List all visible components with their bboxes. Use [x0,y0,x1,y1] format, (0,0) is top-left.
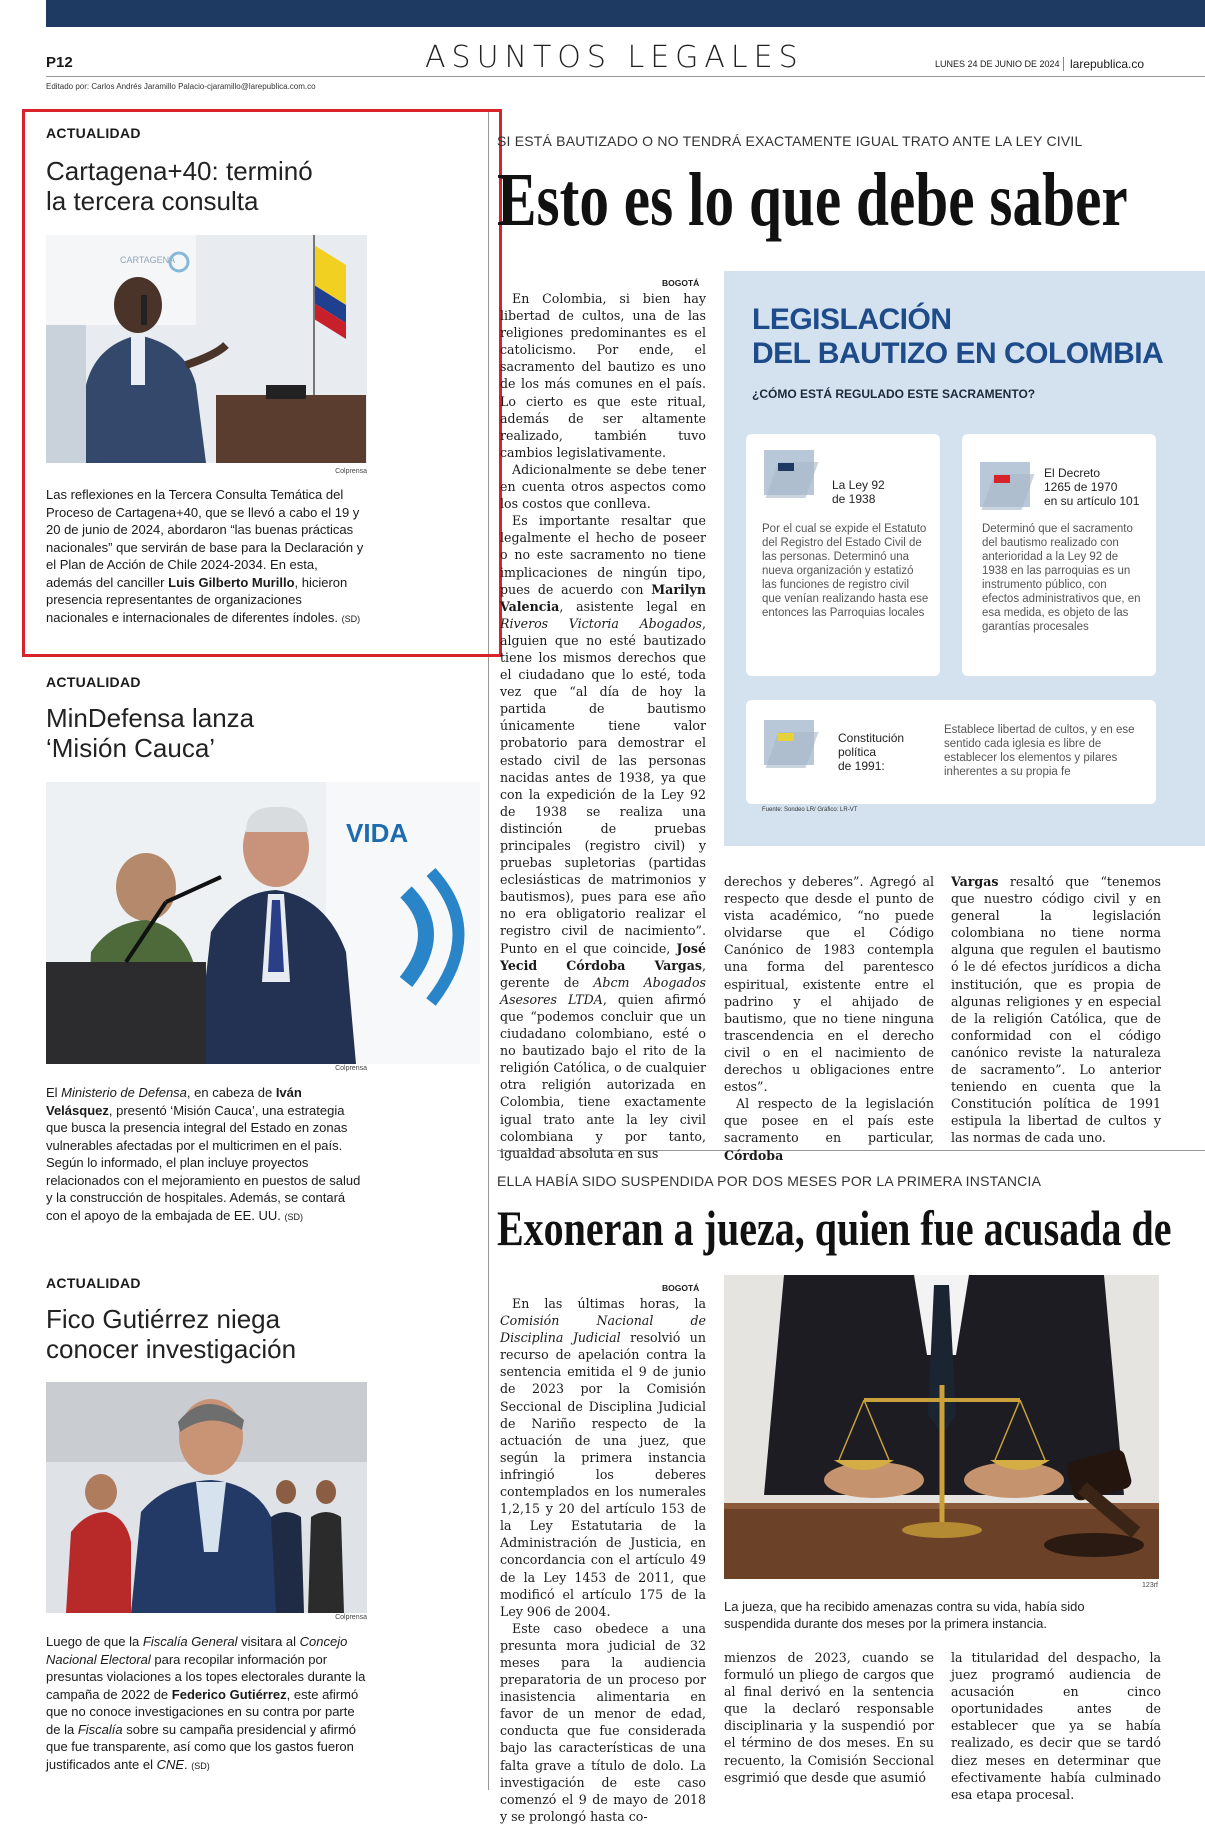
brief-kicker: ACTUALIDAD [46,125,141,141]
site-link[interactable]: larepublica.co [1063,57,1144,71]
photo-credit: Colprensa [335,468,367,475]
info-card-text: Establece libertad de cultos, y en ese sentido cada iglesia es libre de establecer los elementos y pilares inherentes a su propia fe [944,724,1135,778]
document-icon [764,720,814,765]
svg-text:CARTAGENA: CARTAGENA [120,255,176,265]
header-divider [46,76,1205,77]
brief-body: Luego de que la Fiscalía General visitara al Concejo Nacional Electoral para recopilar información por presuntas violaciones a los topes electorales durante la campaña de 2022 de Federico Gutiérrez, este afirmó que no conoce investigaciones en su contra por parte de la Fiscalía sobre su campaña presidencial y afirmó que fue transparente, así como que los gastos fueron justificados ante el CNE. (SD) [46,1634,366,1772]
info-card-text: Determinó que el sacramento del bautismo realizado con anterioridad a la Ley 92 de 1938 en las parroquias es un instrumento público, con efectos administrativos que, en esa medida, es objeto de las garantías procesales [982,523,1141,633]
photo-minister-speaking [46,235,367,463]
infographic-subtitle: ¿CÓMO ESTÁ REGULADO ESTE SACRAMENTO? [752,387,1036,401]
top-color-bar [46,0,1205,27]
photo-justice-illustration [724,1275,1159,1579]
photo-minister-illustration [46,235,367,463]
photo-scales-of-justice [724,1275,1159,1579]
photo-credit: Colprensa [335,1614,367,1621]
photo-credit: 123rf [1142,1582,1158,1589]
brief-kicker: ACTUALIDAD [46,1275,141,1291]
issue-date: LUNES 24 DE JUNIO DE 2024 [935,59,1060,69]
page-number: P12 [46,54,73,71]
main-column-2: derechos y deberes”. Agregó al respecto que desde el punto de vista académico, “no puede olvidarse que el Código Canónico de 1983 contempla una forma del parentesco espiritual, existente entre el padrino y el ahijado de bautismo, que no tiene ninguna trascendencia en el derecho civil o en el nacimiento de derechos u obligaciones entre estos”. Al respecto de la legislación que posee en el país este sacramento en particular, Córdoba [724,874,934,1163]
document-icon [980,462,1030,507]
second-column-2: mienzos de 2023, cuando se formuló un pliego de cargos que al final derivó en la sentencia que la declaró responsable disciplinaria y la suspendió por el término de dos meses. En su recuento, la Comisión Seccional esgrimió que desde que asumió [724,1650,934,1785]
main-dateline: BOGOTÁ [662,278,700,288]
brief-title: Fico Gutiérrez niega conocer investigación [46,1304,297,1364]
second-column-1: En las últimas horas, la Comisión Nacional de Disciplina Judicial resolvió un recurso de apelación contra la sentencia emitida el 9 de junio de 2023 por la Comisión Seccional de Disciplina Judicial de Nariño respecto de la actuación de una juez, que según la primera instancia infringió los deberes contemplados en los numerales 1,2,15 y 20 del artículo 153 de la Ley Estatutaria de la Administración de Justicia, en concordancia con el artículo 49 de la Ley 1453 de 2011, que modificó el artículo 175 de la Ley 906 de 2004. Este caso obedece a una presunta mora judicial de 32 meses para la audiencia preparatoria de un proceso por inasistencia alimentaria en favor de un menor de edad, conducta que fue considerada bajo las características de una falta grave a título de dolo. La investigación de este caso comenzó el 9 de mayo de 2018 y se prolongó hasta co- [500,1296,706,1824]
main-column-1: En Colombia, si bien hay libertad de cultos, una de las religiones predominantes es el catolicismo. Por ende, el sacramento del bautizo es uno de los más comunes en el país. Lo cierto es que este ritual, además de ser altamente realizado, también tuvo cambios legislativamente. Adicionalmente se debe tener en cuenta otros aspectos como los costos que conlleva. Es importante resaltar que legalmente el hecho de poseer o no este sacramento no tiene implicaciones de ningún tipo, pues de acuerdo con Marilyn Valencia, asistente legal en Riveros Victoria Abogados, alguien que no esté bautizado tiene los mismos derechos que el ciudadano que lo esté, toda vez que “al día de hoy la partida de bautismo únicamente tiene valor probatorio para demostrar el estado civil de las personas nacidas antes de 1938, ya que con la expedición de la Ley 92 de 1938 se realiza una distinción de pruebas principales (registro civil) y pruebas supletorias (partidas eclesiásticas de matrimonios y bautismos), pues para ese año no era obligatorio realizar el registro civil de nacimiento”. Punto en el que coincide, José Yecid Córdoba Vargas, gerente de Abcm Abogados Asesores LTDA, quien afirmó que “podemos concluir que un ciudadano colombiano, esté o no bautizado bajo el rito de la religión Católica, o de cualquier otra religión autorizada en Colombia, tiene exactamente igual trato ante la ley civil colombiana y por tanto, igualdad absoluta en sus [500,291,706,1161]
editor-credit: Editado por: Carlos Andrés Jaramillo Palacio-cjaramillo@larepublica.com.co [46,82,316,91]
section-title: ASUNTOS LEGALES [425,40,804,75]
main-headline: Esto es lo que debe saber [497,158,1128,242]
photo-caption: La jueza, que ha recibido amenazas contra su vida, había sido suspendida durante dos meses por la primera instancia. [724,1599,1085,1631]
main-column-3: Vargas resaltó que “tenemos que nuestro código civil y en general la legislación colombiana no tiene norma alguna que regulen el bautismo ó le dé efectos jurídicos a dicha institución, que es propia de algunas religiones y en especial de la religión Católica, que de conformidad con el código canónico reviste la naturaleza de sacramento”. Lo anterior teniendo en cuenta que la Constitución política de 1991 estipula la libertad de cultos y las normas de cada uno. [951,874,1161,1146]
second-column-3: la titularidad del despacho, la juez programó audiencia de acusación en cinco oportunidades antes de establecer que ya se había realizado, es decir que se tardó diez meses en determinar que efectivamente había culminado esa etapa procesal. [951,1650,1161,1802]
photo-fico-illustration [46,1382,367,1613]
info-card-text: Por el cual se expide el Estatuto del Registro del Estado Civil de las personas. Determinó una nueva organización y estatizó las funciones de registro civil que venían realizando hasta ese entonces las Parroquias locales [762,523,929,619]
photo-mindefensa-illustration [46,782,480,1064]
infographic-title: LEGISLACIÓN DEL BAUTIZO EN COLOMBIA [752,303,1164,370]
brief-body: El Ministerio de Defensa, en cabeza de Iván Velásquez, presentó ‘Misión Cauca’, una estrategia que busca la presencia integral del Estado en zonas vulnerables afectadas por el multicrimen en el país. Según lo informado, el plan incluye proyectos relacionados con el mejoramiento en puestos de salud y la construcción de hospitales. Además, se contará con el apoyo de la embajada de EE. UU. (SD) [46,1085,361,1223]
svg-text:VIDA: VIDA [346,818,409,848]
info-card-label: Constitución política de 1991: [838,731,905,773]
second-dateline: BOGOTÁ [662,1283,700,1293]
info-card-label: La Ley 92 de 1938 [832,478,885,506]
brief-body: Las reflexiones en la Tercera Consulta Temática del Proceso de Cartagena+40, que se llevó a cabo el 19 y 20 de junio de 2024, abordaron “las buenas prácticas nacionales” que servirán de base para la Declaración y el Plan de Acción de Chile 2024-2034. En esta, además del canciller Luis Gilberto Murillo, hicieron presencia representantes de organizaciones nacionales e internacionales de diferentes índoles. (SD) [46,487,364,625]
second-headline: Exoneran a jueza, quien fue acusada de [497,1200,1172,1256]
photo-fico-gutierrez [46,1382,367,1613]
document-icon [764,450,814,495]
info-card-label: El Decreto 1265 de 1970 en su artículo 101 [1044,466,1140,508]
photo-mindefensa [46,782,480,1064]
infographic-source: Fuente: Sondeo LR/ Gráfico: LR-VT [762,807,858,813]
brief-kicker: ACTUALIDAD [46,674,141,690]
brief-title: Cartagena+40: terminó la tercera consulta [46,156,313,216]
second-supertitle: ELLA HABÍA SIDO SUSPENDIDA POR DOS MESES POR LA PRIMERA INSTANCIA [497,1173,1042,1189]
brief-title: MinDefensa lanza ‘Misión Cauca’ [46,703,255,763]
photo-credit: Colprensa [335,1065,367,1072]
main-supertitle: SI ESTÁ BAUTIZADO O NO TENDRÁ EXACTAMENTE IGUAL TRATO ANTE LA LEY CIVIL [497,133,1083,149]
